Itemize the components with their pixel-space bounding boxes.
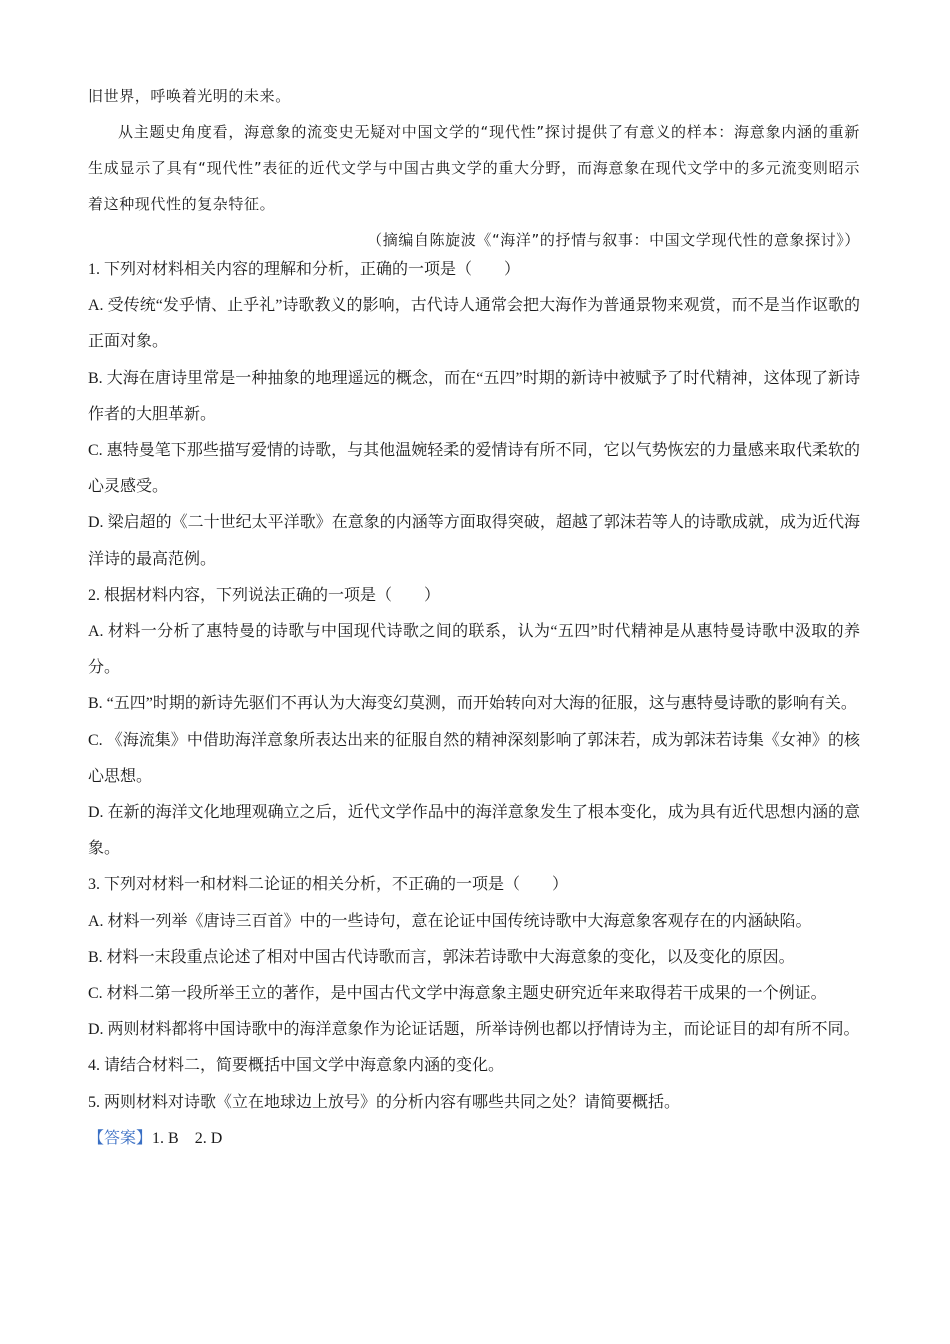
question-1-option-c: C. 惠特曼笔下那些描写爱情的诗歌，与其他温婉轻柔的爱情诗有所不同，它以气势恢宏的力量感来取代柔软的心灵感受。	[88, 442, 860, 496]
question-1-option-d: D. 梁启超的《二十世纪太平洋歌》在意象的内涵等方面取得突破，超越了郭沫若等人的诗歌成就，成为近代海洋诗的最高范例。	[88, 514, 860, 568]
question-3-option-b: B. 材料一末段重点论述了相对中国古代诗歌而言，郭沫若诗歌中大海意象的变化，以及变化的原因。	[88, 948, 795, 966]
question-2-option-a: A. 材料一分析了惠特曼的诗歌与中国现代诗歌之间的联系，认为“五四”时代精神是从惠特曼诗歌中汲取的养分。	[88, 623, 860, 677]
question-list	[88, 252, 860, 1157]
question-3-option-c: C. 材料二第一段所举王立的著作，是中国古代文学中海意象主题史研究近年来取得若干成果的一个例证。	[88, 985, 827, 1003]
passage-paragraph: 从主题史角度看，海意象的流变史无疑对中国文学的“现代性”探讨提供了有意义的样本：海意象内涵的重新生成显示了具有“现代性”表征的近代文学与中国古典文学的重大分野，而海意象在现代文学中的多元流变则昭示着这种现代性的复杂特征。	[88, 123, 860, 213]
question-1-stem: 1. 下列对材料相关内容的理解和分析，正确的一项是（ ）	[88, 261, 521, 278]
question-3-stem: 3. 下列对材料一和材料二论证的相关分析，不正确的一项是（ ）	[88, 876, 569, 894]
question-2-option-b: B. “五四”时期的新诗先驱们不再认为大海变幻莫测，而开始转向对大海的征服，这与惠特曼诗歌的影响有关。	[88, 695, 857, 713]
question-3-option-d: D. 两则材料都将中国诗歌中的海洋意象作为论证话题，所举诗例也都以抒情诗为主，而论证目的却有所不同。	[88, 1021, 860, 1039]
answer-text: 1. B 2. D	[152, 1129, 223, 1147]
question-5-stem: 5. 两则材料对诗歌《立在地球边上放号》的分析内容有哪些共同之处？请简要概括。	[88, 1093, 681, 1111]
answer-label: 【答案】	[88, 1129, 153, 1147]
answer-line	[88, 1121, 860, 1157]
question-2-stem: 2. 根据材料内容，下列说法正确的一项是（ ）	[88, 586, 441, 604]
question-4-stem: 4. 请结合材料二，简要概括中国文学中海意象内涵的变化。	[88, 1057, 505, 1075]
passage-source: （摘编自陈旋波《“海洋”的抒情与叙事：中国文学现代性的意象探讨》）	[367, 231, 860, 249]
question-2-option-d: D. 在新的海洋文化地理观确立之后，近代文学作品中的海洋意象发生了根本变化，成为具有近代思想内涵的意象。	[88, 804, 860, 858]
question-2-option-c: C. 《海流集》中借助海洋意象所表达出来的征服自然的精神深刻影响了郭沫若，成为郭沫若诗集《女神》的核心思想。	[88, 731, 860, 785]
passage-line: 旧世界，呼唤着光明的未来。	[88, 87, 291, 105]
question-1-option-a: A. 受传统“发乎情、止乎礼”诗歌教义的影响，古代诗人通常会把大海作为普通景物来观赏，而不是当作讴歌的正面对象。	[88, 297, 860, 351]
question-3-option-a: A. 材料一列举《唐诗三百首》中的一些诗句，意在论证中国传统诗歌中大海意象客观存在的内涵缺陷。	[88, 912, 812, 930]
passage	[88, 78, 860, 258]
question-1-option-b: B. 大海在唐诗里常是一种抽象的地理遥远的概念，而在“五四”时期的新诗中被赋予了时代精神，这体现了新诗作者的大胆革新。	[88, 369, 860, 423]
